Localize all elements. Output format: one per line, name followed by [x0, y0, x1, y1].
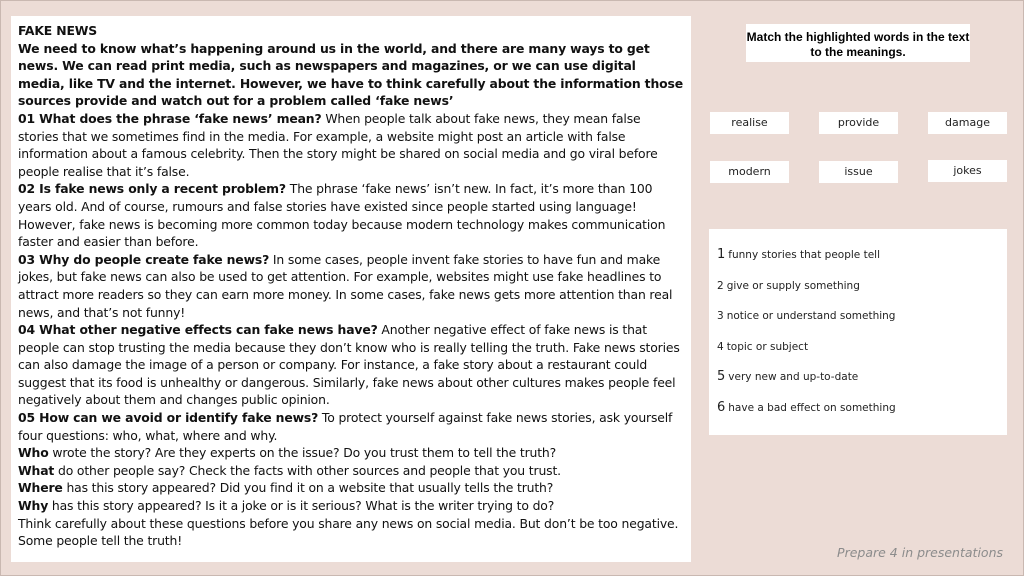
section-answer: To protect yourself against fake news stories, ask yourself four questions: who, what, where and why. [18, 410, 673, 443]
meaning-item[interactable] [717, 338, 1007, 369]
meaning-item[interactable] [717, 277, 1007, 308]
word-card-modern[interactable]: modern [710, 161, 789, 183]
article-panel [11, 16, 691, 562]
instruction-box: Match the highlighted words in the text to the meanings. [746, 24, 970, 62]
meaning-item[interactable] [717, 307, 1007, 338]
footer-label: Prepare 4 in presentations [837, 545, 1003, 560]
meaning-number: 6 [717, 399, 726, 415]
meaning-text: have a bad effect on something [728, 401, 896, 414]
question-word: Where [18, 480, 63, 496]
section-04 [18, 321, 684, 409]
section-answer: When people talk about fake news, they mean false stories that we sometimes find in the media. For example, a website might post an article with false information about a famous celebrity. Then the story might be shared on social media and go viral before people realise that it’s false. [18, 110, 658, 179]
meaning-item[interactable] [717, 246, 1007, 277]
section-answer: In some cases, people invent fake stories to have fun and make jokes, but fake news can also be used to get attention. For example, websites might use fake headlines to attract more readers so they can earn more money. In some cases, fake news gets more attention than real news, and that’s not funny! [18, 251, 673, 320]
question-why [18, 497, 684, 515]
section-question: 03 Why do people create fake news? [18, 251, 270, 267]
question-where [18, 479, 684, 497]
section-question: 01 What does the phrase ‘fake news’ mean? [18, 110, 322, 126]
question-word: Who [18, 445, 49, 461]
section-answer: Another negative effect of fake news is that people can stop trusting the media because they don’t know who is really telling the truth. Fake news stories can also damage the image of a person or company. For instance, a fake story about a restaurant could suggest that its food is unhealthy or dangerous. Similarly, fake news about other cultures makes people feel negatively about them and changes public opinion. [18, 322, 680, 408]
section-question: 04 What other negative effects can fake news have? [18, 322, 378, 338]
question-text: wrote the story? Are they experts on the issue? Do you trust them to tell the truth? [48, 445, 557, 461]
meaning-number: 4 [717, 340, 724, 353]
question-text: has this story appeared? Did you find it on a website that usually tells the truth? [62, 480, 554, 496]
section-05 [18, 409, 684, 444]
meaning-text: very new and up-to-date [728, 371, 859, 384]
word-card-jokes[interactable]: jokes [928, 160, 1007, 182]
section-answer: The phrase ‘fake news’ isn’t new. In fact, it’s more than 100 years old. And of course, rumours and false stories have existed since people started using language! However, fake news is becoming more common today because modern technology makes communication faster and easier than before. [18, 181, 666, 250]
word-card-issue[interactable]: issue [819, 161, 898, 183]
meanings-panel [709, 229, 1007, 435]
word-card-realise[interactable]: realise [710, 112, 789, 134]
meaning-number: 5 [717, 369, 726, 385]
section-question: 05 How can we avoid or identify fake news? [18, 410, 319, 426]
section-question: 02 Is fake news only a recent problem? [18, 181, 286, 197]
question-who [18, 444, 684, 462]
meaning-text: topic or subject [726, 340, 809, 353]
section-01 [18, 110, 684, 180]
word-card-provide[interactable]: provide [819, 112, 898, 134]
section-03 [18, 251, 684, 321]
article-closing: Think carefully about these questions before you share any news on social media. But don’t be too negative. Some people tell the truth! [18, 515, 679, 549]
word-card-damage[interactable]: damage [928, 112, 1007, 134]
meaning-text: funny stories that people tell [728, 249, 881, 261]
question-text: has this story appeared? Is it a joke or is it serious? What is the writer trying to do? [48, 498, 555, 514]
meaning-text: give or supply something [726, 279, 860, 292]
meaning-text: notice or understand something [726, 310, 896, 323]
meaning-item[interactable] [717, 399, 1007, 430]
meaning-item[interactable] [717, 368, 1007, 399]
question-word: What [18, 462, 55, 478]
article-intro: We need to know what’s happening around us in the world, and there are many ways to get news. We can read print media, such as newspapers and magazines, or we can use digital media, like TV and the internet. However, we have to think carefully about the information those sources provide and watch out for a problem called ‘fake news’ [18, 40, 683, 109]
meaning-number: 1 [717, 247, 726, 262]
section-02 [18, 180, 684, 250]
question-word: Why [18, 498, 49, 514]
question-what [18, 462, 684, 480]
meaning-number: 2 [717, 279, 724, 292]
question-text: do other people say? Check the facts with other sources and people that you trust. [54, 462, 561, 478]
meaning-number: 3 [717, 310, 724, 323]
article-title: FAKE NEWS [18, 23, 98, 38]
